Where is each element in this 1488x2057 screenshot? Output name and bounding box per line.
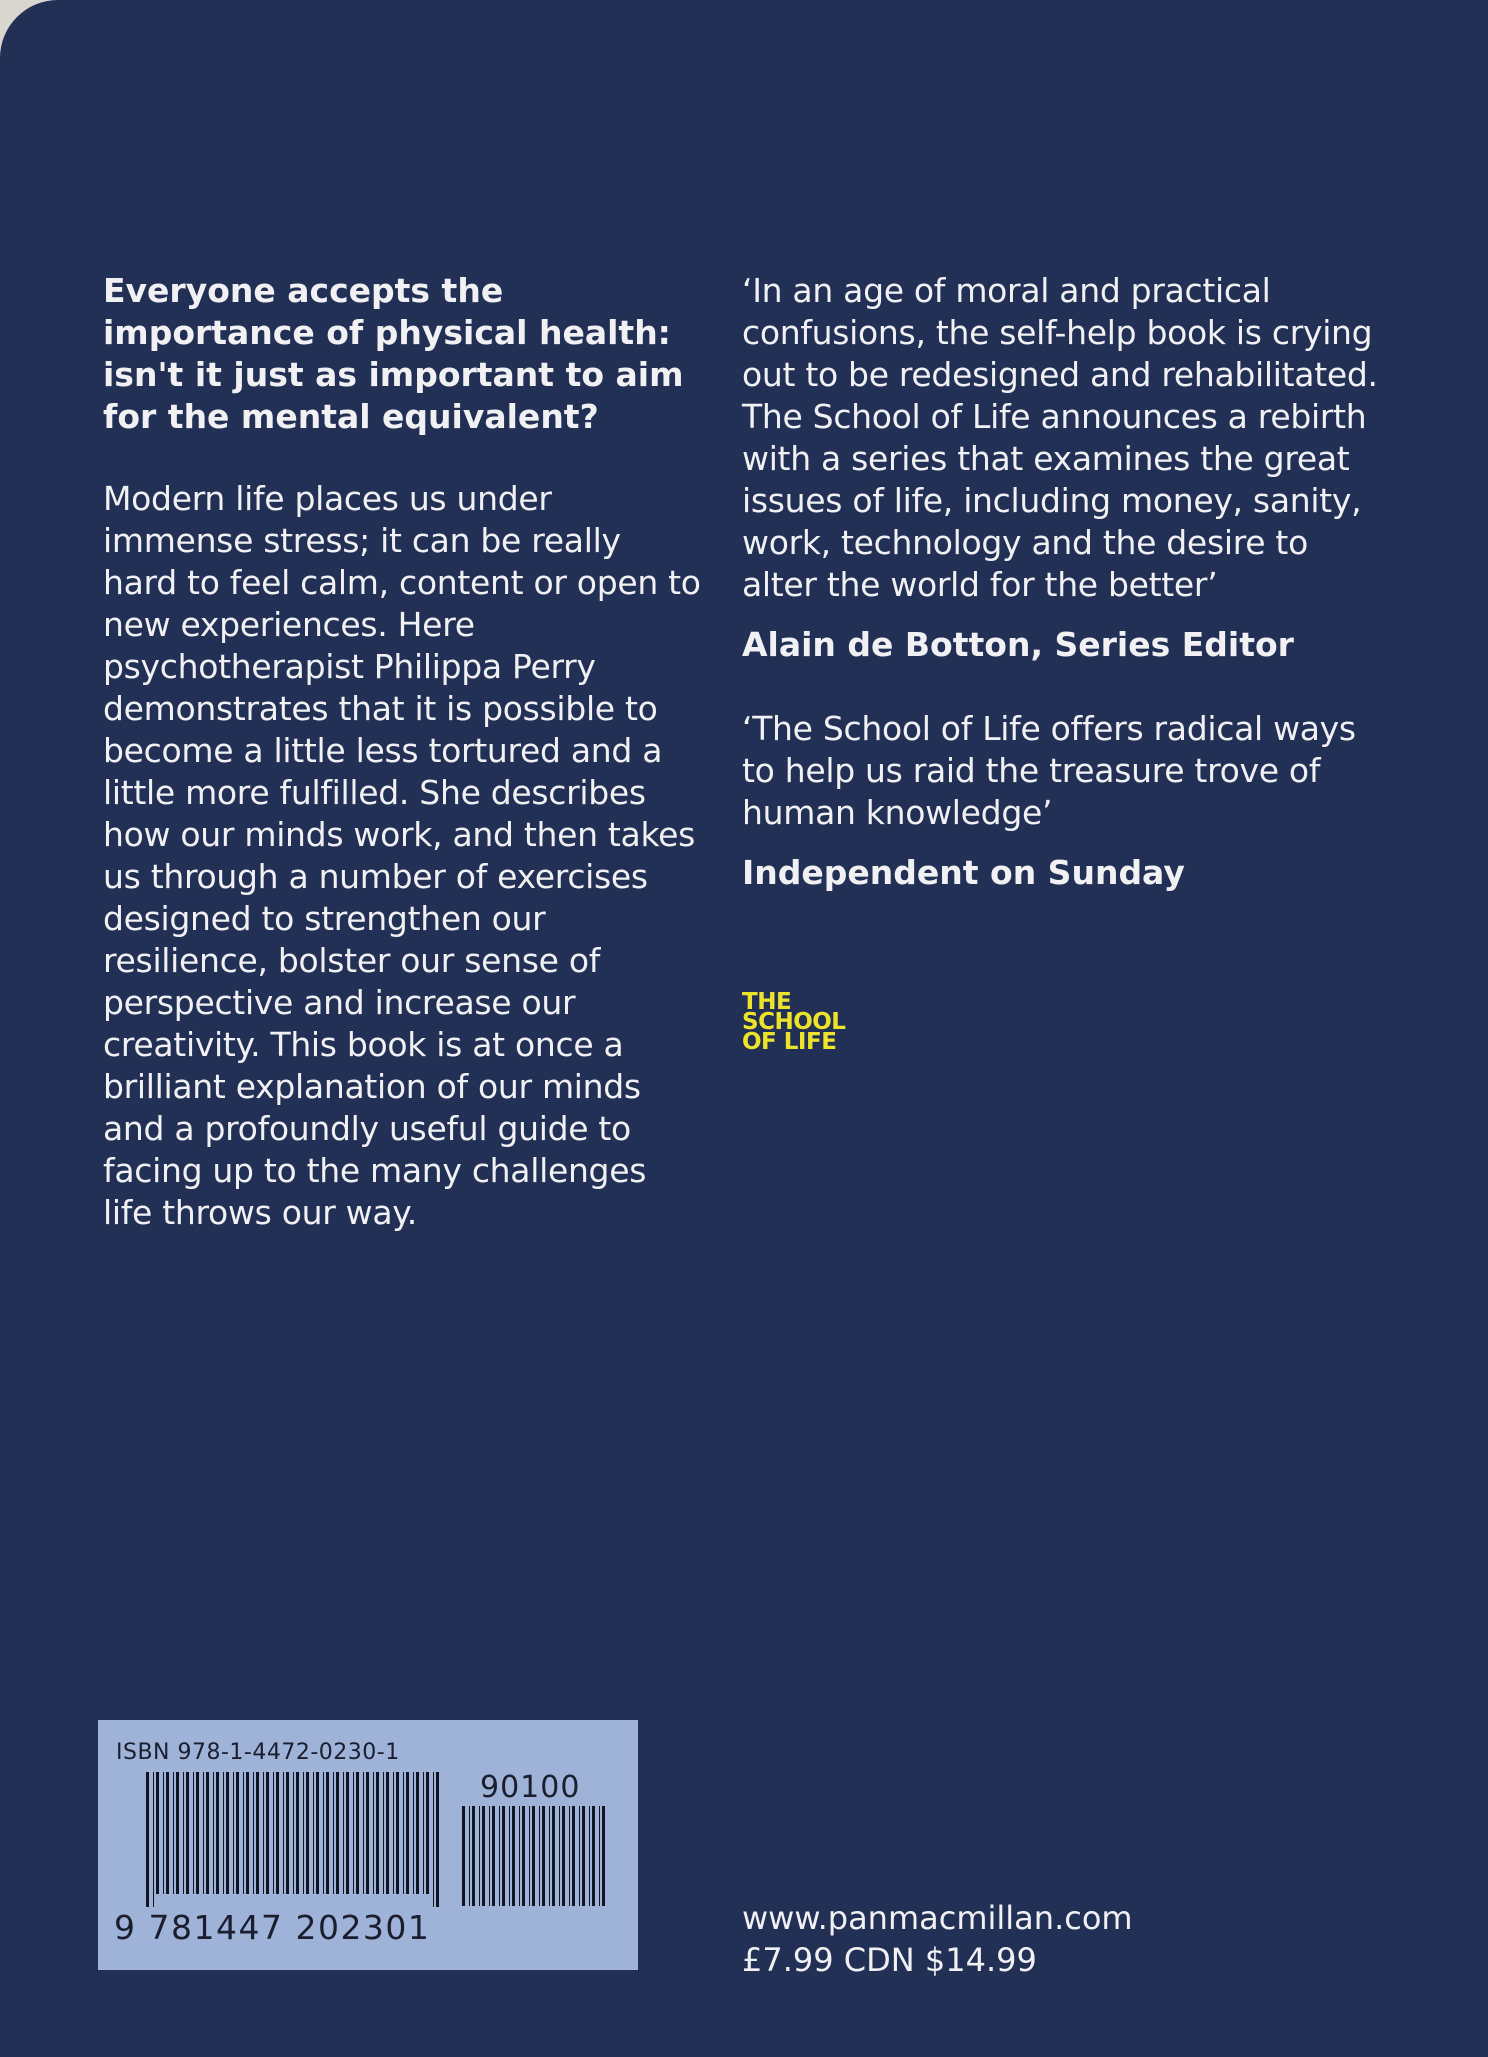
- quote-source: Independent on Sunday: [742, 853, 1185, 892]
- barcode-bar: [303, 1772, 304, 1894]
- ean-digits: 9 781447 202301: [114, 1908, 431, 1947]
- barcode-bar: [376, 1772, 379, 1894]
- barcode-bar: [293, 1772, 294, 1894]
- barcode-bar: [243, 1772, 244, 1894]
- barcode-bar: [276, 1772, 279, 1894]
- barcode-bar: [343, 1772, 344, 1894]
- quotes-column: [742, 270, 1382, 936]
- barcode-bar: [469, 1806, 470, 1906]
- school-of-life-logo: [742, 989, 846, 1055]
- barcode-bar: [542, 1806, 545, 1906]
- barcode-bar: [413, 1772, 414, 1894]
- barcode-bar: [519, 1806, 520, 1906]
- barcode-bar: [176, 1772, 179, 1894]
- barcode-bar: [206, 1772, 209, 1894]
- barcode-bar: [203, 1772, 204, 1894]
- barcode-bar: [423, 1772, 424, 1894]
- barcode-bar: [502, 1806, 505, 1906]
- barcode-bar: [552, 1806, 555, 1906]
- barcode-bar: [472, 1806, 475, 1906]
- barcode-bar: [166, 1772, 169, 1894]
- barcode-bar: [509, 1806, 510, 1906]
- logo-line: OF LIFE: [742, 1029, 837, 1055]
- barcode-bar: [549, 1806, 550, 1906]
- barcode-bar: [173, 1772, 174, 1894]
- barcode-bar: [223, 1772, 224, 1894]
- barcode-bar: [233, 1772, 234, 1894]
- barcode-bar: [216, 1772, 219, 1894]
- barcode-bar: [186, 1772, 189, 1894]
- barcode-bar: [522, 1806, 525, 1906]
- barcode-bar: [253, 1772, 254, 1894]
- barcode-bar: [156, 1772, 159, 1894]
- barcode-bar: [489, 1806, 490, 1906]
- barcode-bar: [163, 1772, 164, 1894]
- barcode-bar: [266, 1772, 269, 1894]
- barcode-bar: [246, 1772, 249, 1894]
- barcode-bar: [373, 1772, 374, 1894]
- barcode-bar: [313, 1772, 314, 1894]
- barcode-bar: [532, 1806, 535, 1906]
- barcode-bar: [353, 1772, 354, 1894]
- barcode-bar: [366, 1772, 369, 1894]
- barcode-bar: [236, 1772, 239, 1894]
- barcode-bar: [592, 1806, 595, 1906]
- barcode-bar: [383, 1772, 384, 1894]
- barcode-bar: [559, 1806, 560, 1906]
- barcode-bar: [183, 1772, 184, 1894]
- blurb-body: Modern life places us under immense stress; it can be really hard to feel calm, content or open to new experiences. Here psychotherapist Philippa Perry demonstrates that it is possible to become a little less tortured and a little more fulfilled. She describes how our minds work, and then takes us through a number of exercises designed to strengthen our resilience, bolster our sense of perspective and increase our creativity. This book is at once a brilliant explanation of our minds and a profoundly useful guide to facing up to the many challenges life throws our way.: [103, 479, 701, 1232]
- barcode-bar: [273, 1772, 274, 1894]
- barcode-bar: [436, 1772, 439, 1907]
- price-label: £7.99 CDN $14.99: [742, 1941, 1037, 1979]
- blurb-column: [103, 270, 703, 1234]
- barcode-bar: [569, 1806, 570, 1906]
- barcode-bar: [316, 1772, 319, 1894]
- barcode-bar: [256, 1772, 259, 1894]
- barcode-panel: [98, 1720, 638, 1970]
- barcode-bar: [283, 1772, 284, 1894]
- logo-line: THE: [742, 989, 792, 1015]
- barcode-bar: [572, 1806, 575, 1906]
- barcode-bar: [226, 1772, 229, 1894]
- barcode-bar: [589, 1806, 590, 1906]
- barcode-bar: [512, 1806, 515, 1906]
- barcode-bar: [539, 1806, 540, 1906]
- barcode-bar: [333, 1772, 334, 1894]
- barcode-bar: [146, 1772, 149, 1907]
- barcode-bar: [336, 1772, 339, 1894]
- barcode-bar: [406, 1772, 409, 1894]
- barcode-bar: [579, 1806, 580, 1906]
- blurb-headline: Everyone accepts the importance of physical health: isn't it just as important to aim for the mental equivalent?: [103, 271, 684, 436]
- barcode-bar: [462, 1806, 465, 1906]
- barcode-bar: [433, 1772, 434, 1907]
- barcode-bar: [363, 1772, 364, 1894]
- barcode-bar: [386, 1772, 389, 1894]
- publisher-website[interactable]: www.panmacmillan.com: [742, 1899, 1133, 1937]
- barcode-bar: [193, 1772, 194, 1894]
- barcode-bar: [393, 1772, 394, 1894]
- barcode-bar: [263, 1772, 264, 1894]
- barcode-bar: [403, 1772, 404, 1894]
- barcode-bar: [323, 1772, 324, 1894]
- quote-text: ‘In an age of moral and practical confusions, the self-help book is crying out to be redesigned and rehabilitated. The School of Life announces a rebirth with a series that examines the great issues of life, including money, sanity, work, technology and the desire to alter the world for the better’: [742, 271, 1378, 604]
- barcode-bar: [306, 1772, 309, 1894]
- publisher-footer: [742, 1897, 1133, 1981]
- barcode-bar: [582, 1806, 585, 1906]
- addon-barcode: [460, 1806, 608, 1906]
- barcode-bar: [346, 1772, 349, 1894]
- logo-line: SCHOOL: [742, 1009, 846, 1035]
- quote-source: Alain de Botton, Series Editor: [742, 625, 1294, 664]
- barcode-bar: [479, 1806, 480, 1906]
- barcode-bar: [296, 1772, 299, 1894]
- addon-number: 90100: [480, 1770, 581, 1805]
- isbn-label: ISBN 978-1-4472-0230-1: [116, 1740, 400, 1765]
- barcode-bar: [153, 1772, 154, 1907]
- barcode-bar: [562, 1806, 565, 1906]
- barcode-bar: [416, 1772, 419, 1894]
- barcode-bar: [599, 1806, 600, 1906]
- barcode-bar: [326, 1772, 329, 1894]
- barcode-bar: [196, 1772, 199, 1894]
- barcode-bar: [286, 1772, 289, 1894]
- ean-barcode: [144, 1772, 444, 1907]
- barcode-bar: [426, 1772, 429, 1894]
- barcode-bar: [492, 1806, 495, 1906]
- barcode-bar: [396, 1772, 399, 1894]
- barcode-bar: [213, 1772, 214, 1894]
- barcode-bar: [529, 1806, 530, 1906]
- barcode-bar: [602, 1806, 605, 1906]
- barcode-bar: [356, 1772, 359, 1894]
- quote-text: ‘The School of Life offers radical ways to help us raid the treasure trove of human knowledge’: [742, 709, 1356, 832]
- barcode-bar: [482, 1806, 485, 1906]
- barcode-bar: [499, 1806, 500, 1906]
